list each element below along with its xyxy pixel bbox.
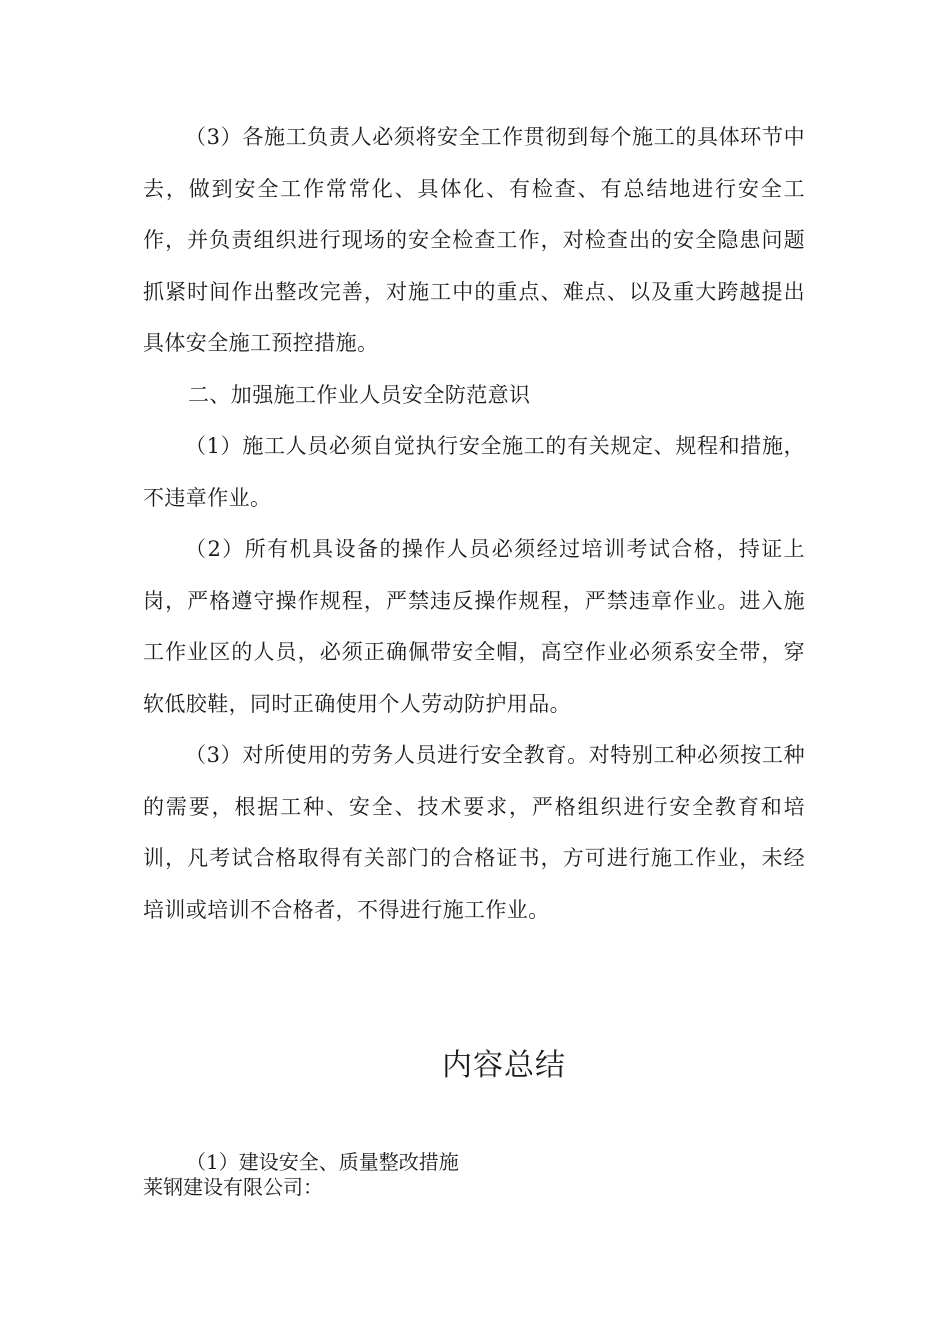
summary-title: 内容总结 <box>442 1048 566 1083</box>
summary-item-1: （1）建设安全、质量整改措施 <box>186 1150 459 1174</box>
section-heading-awareness: 二、加强施工作业人员安全防范意识 <box>188 383 531 407</box>
paragraph-safety-responsibility: （3）各施工负责人必须将安全工作贯彻到每个施工的具体环节中去，做到安全工作常常化、具体化、有检查、有总结地进行安全工作，并负责组织进行现场的安全检查工作，对检查出的安全隐患问题抓紧时间作出整改完善，对施工中的重点、难点、以及重大跨越提出具体安全施工预控措施。 <box>143 125 805 355</box>
paragraph-labor-education: （3）对所使用的劳务人员进行安全教育。对特别工种必须按工种的需要，根据工种、安全、技术要求，严格组织进行安全教育和培训，凡考试合格取得有关部门的合格证书，方可进行施工作业，未经培训或培训不合格者，不得进行施工作业。 <box>143 743 805 922</box>
paragraph-operator-training: （2）所有机具设备的操作人员必须经过培训考试合格，持证上岗，严格遵守操作规程，严禁违反操作规程，严禁违章作业。进入施工作业区的人员，必须正确佩带安全帽，高空作业必须系安全带，穿软低胶鞋，同时正确使用个人劳动防护用品。 <box>143 537 805 716</box>
summary-company: 莱钢建设有限公司： <box>143 1175 323 1199</box>
paragraph-follow-rules: （1）施工人员必须自觉执行安全施工的有关规定、规程和措施，不违章作业。 <box>143 434 805 510</box>
